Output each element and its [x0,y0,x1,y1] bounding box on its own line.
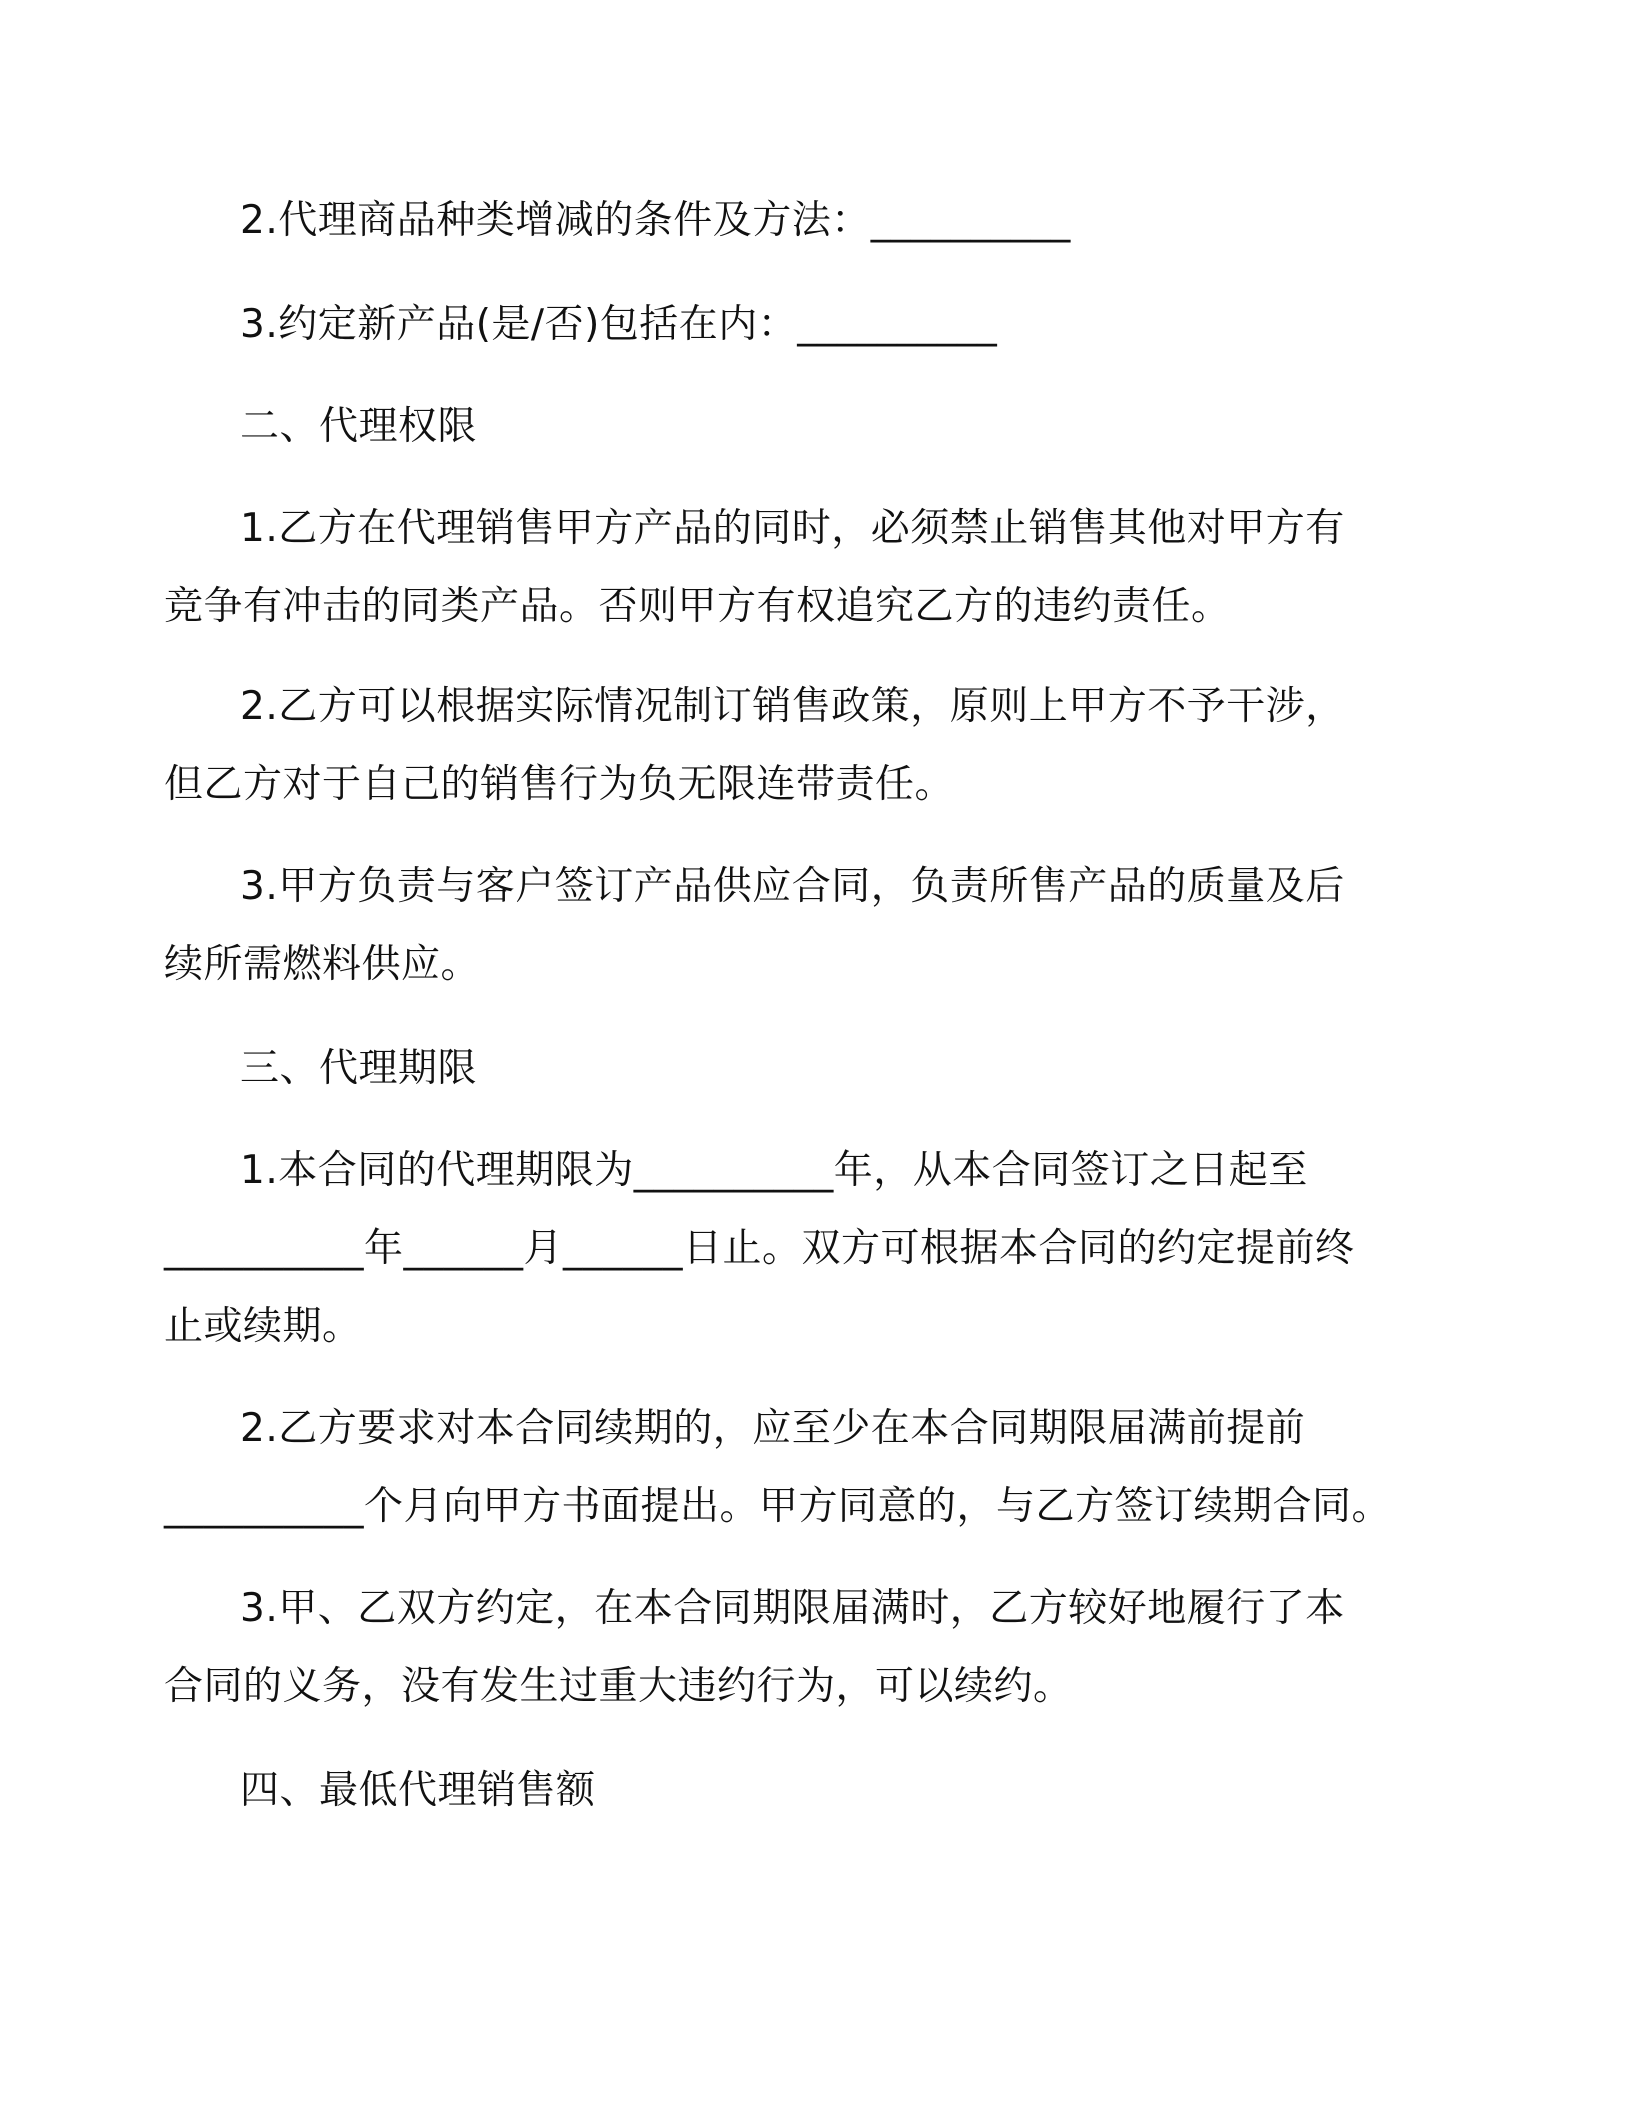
section-heading: 二、代理权限 [240,404,478,449]
clause-2-product-change-conditions [240,182,1400,260]
section-heading: 三、代理期限 [240,1046,478,1091]
clause-3-new-product-inclusion [240,286,1400,364]
text-line: 1.乙方在代理销售甲方产品的同时，必须禁止销售其他对甲方有 [240,506,1345,551]
section-heading: 四、最低代理销售额 [240,1768,596,1813]
term-clause-3 [164,1570,1400,1726]
section-heading-agency-authority [240,388,1400,466]
term-clause-1 [164,1132,1400,1366]
text-line: __________年______月______日止。双方可根据本合同的约定提前终 [164,1226,1355,1271]
section-heading-agency-term [240,1030,1400,1108]
text-line: 续所需燃料供应。 [164,942,481,987]
text-line: 2.代理商品种类增减的条件及方法：__________ [240,198,1071,243]
authority-clause-3 [164,848,1400,1004]
text-line: 但乙方对于自己的销售行为负无限连带责任。 [164,762,955,807]
authority-clause-2 [164,668,1400,824]
text-line: 合同的义务，没有发生过重大违约行为，可以续约。 [164,1664,1073,1709]
text-line: 竞争有冲击的同类产品。否则甲方有权追究乙方的违约责任。 [164,584,1231,629]
text-line: __________个月向甲方书面提出。甲方同意的，与乙方签订续期合同。 [164,1484,1392,1529]
text-line: 2.乙方可以根据实际情况制订销售政策，原则上甲方不予干涉， [240,684,1345,729]
text-line: 2.乙方要求对本合同续期的，应至少在本合同期限届满前提前 [240,1406,1306,1451]
section-heading-minimum-sales [240,1752,1400,1830]
text-line: 止或续期。 [164,1304,362,1349]
term-clause-2 [164,1390,1400,1546]
text-line: 1.本合同的代理期限为__________年，从本合同签订之日起至 [240,1148,1308,1193]
text-line: 3.约定新产品(是/否)包括在内：__________ [240,302,998,347]
text-line: 3.甲方负责与客户签订产品供应合同，负责所售产品的质量及后 [240,864,1345,909]
text-line: 3.甲、乙双方约定，在本合同期限届满时，乙方较好地履行了本 [240,1586,1345,1631]
authority-clause-1 [164,490,1400,646]
